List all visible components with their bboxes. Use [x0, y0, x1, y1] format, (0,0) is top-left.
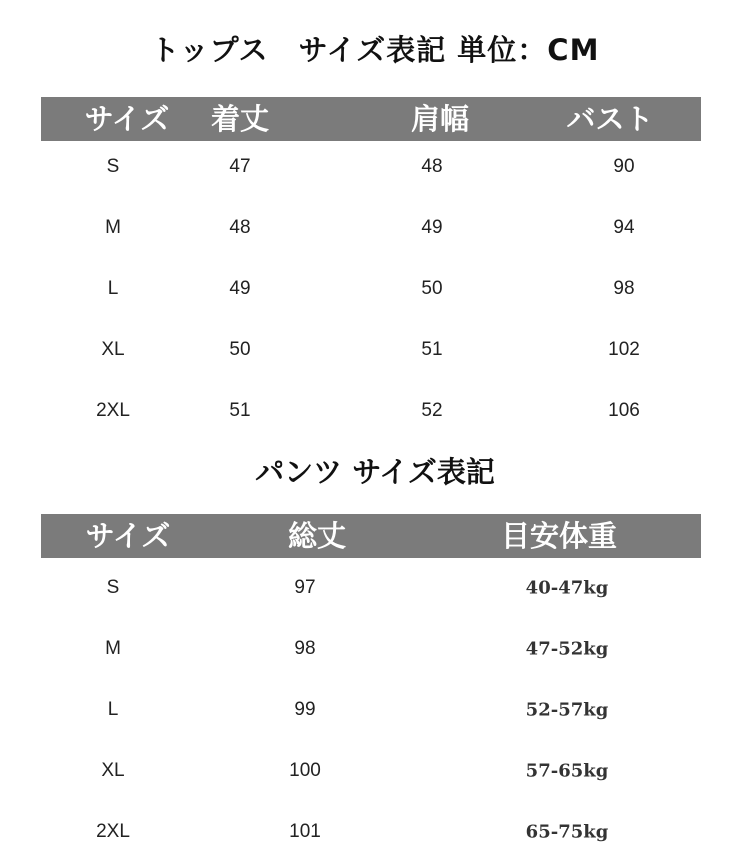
pants-cell: 99	[294, 699, 316, 720]
tops-cell: M	[105, 217, 121, 238]
pants-cell: 97	[294, 577, 316, 598]
pants-header-bar	[41, 514, 701, 558]
tops-cell: 47	[229, 156, 251, 177]
tops-cell: 48	[421, 156, 443, 177]
pants-cell: S	[106, 577, 120, 598]
pants-header-size: サイズ	[85, 519, 171, 553]
pants-title: パンツ サイズ表記	[255, 455, 495, 489]
tops-cell: 94	[613, 217, 635, 238]
tops-cell: 49	[229, 278, 251, 299]
tops-header-length: 着丈	[210, 102, 270, 136]
tops-title: トップス サイズ表記 単位：CM	[150, 33, 600, 67]
pants-cell: 100	[289, 760, 321, 781]
pants-cell: 57-65kg	[525, 760, 609, 782]
pants-cell: 2XL	[96, 821, 130, 842]
tops-header-bar	[41, 97, 701, 141]
tops-cell: 2XL	[96, 400, 130, 421]
tops-cell: 50	[229, 339, 251, 360]
tops-cell: 106	[608, 400, 640, 421]
tops-cell: 48	[229, 217, 251, 238]
pants-cell: M	[105, 638, 121, 659]
tops-cell: 50	[421, 278, 443, 299]
pants-cell: L	[107, 699, 119, 720]
tops-cell: 98	[613, 278, 635, 299]
pants-header-length: 総丈	[287, 519, 347, 553]
tops-cell: 102	[608, 339, 640, 360]
tops-cell: 51	[421, 339, 443, 360]
tops-cell: L	[107, 278, 119, 299]
tops-cell: 51	[229, 400, 251, 421]
pants-header-weight: 目安体重	[500, 519, 618, 553]
tops-cell: 52	[421, 400, 443, 421]
pants-cell: 52-57kg	[525, 699, 609, 721]
pants-cell: 98	[294, 638, 316, 659]
tops-cell: S	[106, 156, 120, 177]
pants-cell: 47-52kg	[525, 638, 609, 660]
tops-cell: XL	[101, 339, 125, 360]
pants-cell: 65-75kg	[525, 821, 609, 843]
tops-header-size: サイズ	[84, 102, 170, 136]
pants-cell: 40-47kg	[525, 577, 609, 599]
tops-cell: 90	[613, 156, 635, 177]
pants-cell: 101	[289, 821, 321, 842]
tops-header-bust: バスト	[566, 102, 654, 136]
pants-cell: XL	[101, 760, 125, 781]
tops-header-shoulder: 肩幅	[410, 102, 470, 136]
tops-cell: 49	[421, 217, 443, 238]
